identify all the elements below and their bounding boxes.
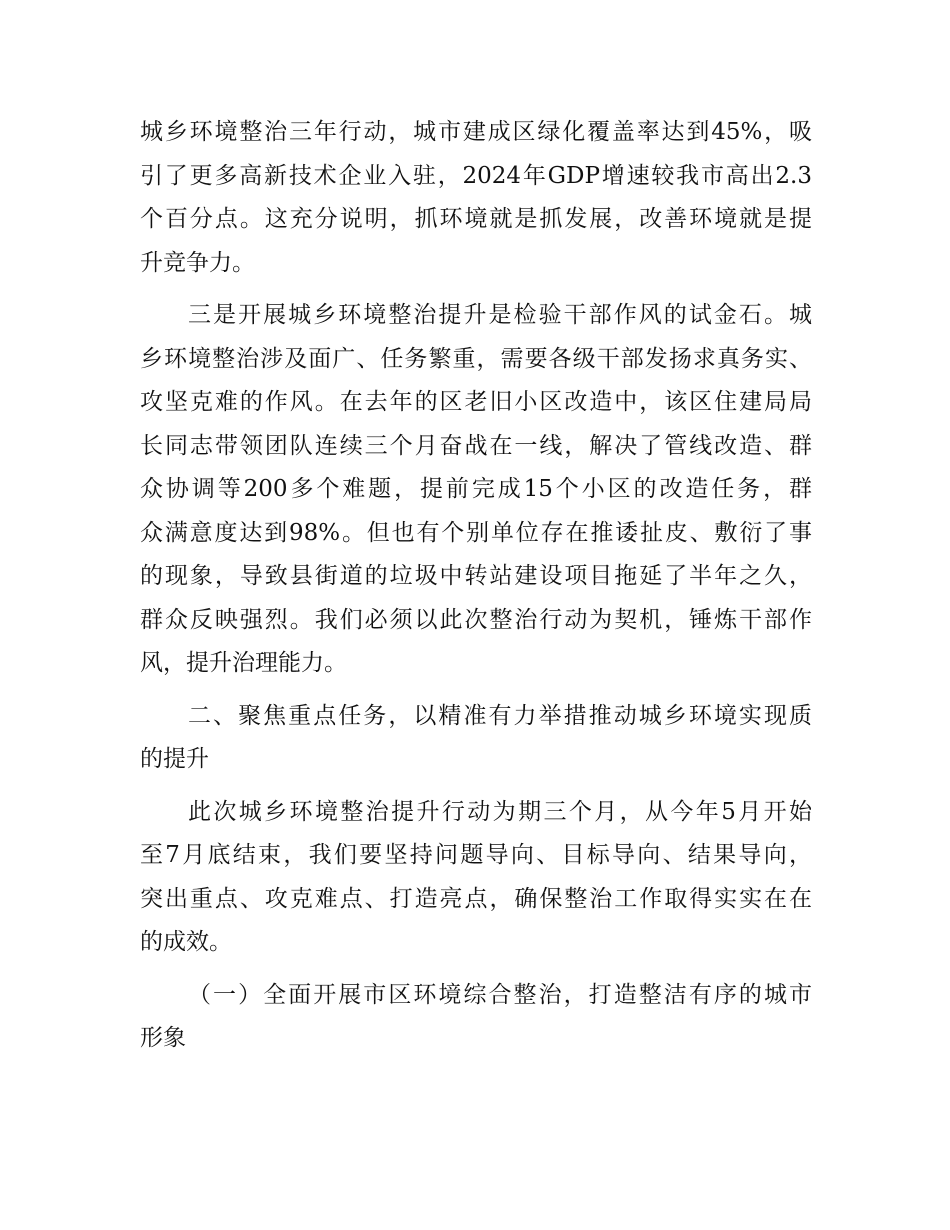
text-line: 乡环境整治涉及面广、任务繁重，需要各级干部发扬求真务实、 (140, 345, 812, 372)
text-line: 众满意度达到98%。但也有个别单位存在推诿扯皮、敷衍了事 (140, 519, 812, 546)
paragraph (140, 791, 812, 965)
text-line: 群众反映强烈。我们必须以此次整治行动为契机，锤炼干部作 (140, 606, 812, 633)
text-line: 引了更多高新技术企业入驻，2024年GDP增速较我市高出2.3 (140, 162, 812, 189)
text-line: 此次城乡环境整治提升行动为期三个月，从今年5月开始 (188, 798, 812, 825)
paragraph (140, 111, 812, 285)
text-line: 风，提升治理能力。 (140, 650, 347, 676)
text-line: 升竞争力。 (140, 249, 255, 276)
paragraph (140, 695, 812, 782)
text-line: 的提升 (140, 746, 209, 772)
text-line: 长同志带领团队连续三个月奋战在一线，解决了管线改造、群 (140, 432, 812, 459)
document-page (140, 111, 812, 1070)
text-line: 二、聚焦重点任务，以精准有力举措推动城乡环境实现质 (188, 702, 812, 729)
paragraph (140, 974, 812, 1061)
text-line: 的现象，导致县街道的垃圾中转站建设项目拖延了半年之久， (140, 563, 812, 589)
text-line: 突出重点、攻克难点、打造亮点，确保整治工作取得实实在在 (140, 885, 812, 912)
text-line: 的成效。 (140, 929, 232, 955)
text-line: 至7月底结束，我们要坚持问题导向、目标导向、结果导向， (140, 842, 812, 868)
text-line: 形象 (140, 1025, 186, 1051)
text-line: 城乡环境整治三年行动，城市建成区绿化覆盖率达到45%，吸 (140, 119, 812, 145)
text-line: 三是开展城乡环境整治提升是检验干部作风的试金石。城 (188, 302, 812, 328)
text-line: （一）全面开展市区环境综合整治，打造整洁有序的城市 (188, 981, 812, 1008)
text-line: 攻坚克难的作风。在去年的区老旧小区改造中，该区住建局局 (140, 389, 812, 415)
text-line: 个百分点。这充分说明，抓环境就是抓发展，改善环境就是提 (140, 206, 812, 232)
paragraph (140, 294, 812, 686)
text-line: 众协调等200多个难题，提前完成15个小区的改造任务，群 (140, 476, 812, 502)
